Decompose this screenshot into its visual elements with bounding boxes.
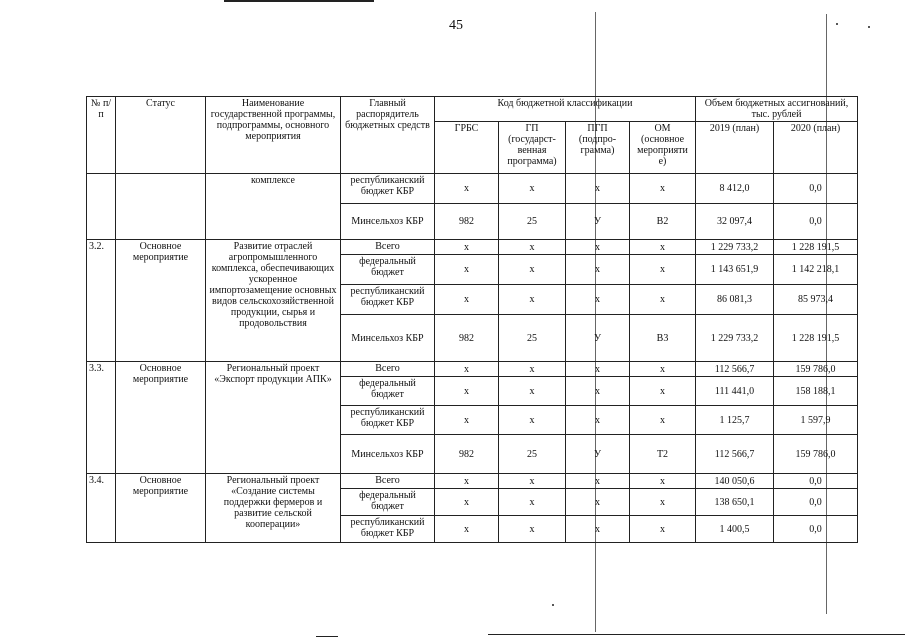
cell-manager: Всего [341, 240, 435, 255]
cell-2020: 159 786,0 [774, 362, 858, 377]
cell-2019: 138 650,1 [696, 489, 774, 516]
cell-2020: 1 228 191,5 [774, 315, 858, 362]
header-status: Статус [116, 97, 206, 174]
cell-num: 3.2. [87, 240, 116, 362]
cell-num [87, 174, 116, 240]
cell-2020: 0,0 [774, 204, 858, 240]
cell-om: x [630, 489, 696, 516]
cell-manager: республиканский бюджет КБР [341, 406, 435, 435]
cell-2019: 1 229 733,2 [696, 315, 774, 362]
header-code-group: Код бюджетной классификации [435, 97, 696, 122]
cell-manager: федеральный бюджет [341, 255, 435, 285]
cell-om: x [630, 474, 696, 489]
cell-2019: 112 566,7 [696, 435, 774, 474]
cell-om: x [630, 174, 696, 204]
cell-manager: Минсельхоз КБР [341, 204, 435, 240]
cell-gp: x [499, 406, 566, 435]
cell-manager: республиканский бюджет КБР [341, 174, 435, 204]
table-row [87, 362, 858, 377]
cell-pgp: У [566, 204, 630, 240]
cell-pgp: У [566, 435, 630, 474]
cell-om: x [630, 255, 696, 285]
cell-gp: x [499, 174, 566, 204]
cell-manager: Всего [341, 362, 435, 377]
header-2020: 2020 (план) [774, 122, 858, 174]
scan-line-bottom-small [316, 636, 338, 637]
cell-grbs: x [435, 255, 499, 285]
header-pgp: ПГП (подпро-грамма) [566, 122, 630, 174]
cell-manager: Минсельхоз КБР [341, 435, 435, 474]
cell-2020: 85 973,4 [774, 285, 858, 315]
cell-manager: Всего [341, 474, 435, 489]
cell-gp: x [499, 516, 566, 543]
cell-num: 3.4. [87, 474, 116, 543]
cell-grbs: x [435, 285, 499, 315]
cell-gp: x [499, 489, 566, 516]
cell-name: Региональный проект «Экспорт продукции АПК» [206, 362, 341, 474]
cell-grbs: x [435, 474, 499, 489]
cell-grbs: x [435, 489, 499, 516]
cell-2020: 0,0 [774, 474, 858, 489]
header-om: ОМ (основное мероприяти е) [630, 122, 696, 174]
cell-2020: 1 597,9 [774, 406, 858, 435]
cell-2019: 1 125,7 [696, 406, 774, 435]
cell-2020: 159 786,0 [774, 435, 858, 474]
cell-gp: 25 [499, 204, 566, 240]
header-manager: Главный распорядитель бюджетных средств [341, 97, 435, 174]
table-row [87, 174, 858, 204]
cell-gp: 25 [499, 435, 566, 474]
cell-status: Основное мероприятие [116, 240, 206, 362]
cell-om: В3 [630, 315, 696, 362]
cell-pgp: x [566, 362, 630, 377]
cell-om: x [630, 377, 696, 406]
cell-2020: 0,0 [774, 489, 858, 516]
page-number: 45 [449, 18, 463, 33]
cell-2020: 0,0 [774, 174, 858, 204]
header-gp: ГП (государст-венная программа) [499, 122, 566, 174]
cell-name: Региональный проект «Создание системы поддержки фермеров и развитие сельской кооперации» [206, 474, 341, 543]
scan-line-bottom [488, 634, 905, 635]
cell-manager: федеральный бюджет [341, 489, 435, 516]
cell-name: Развитие отраслей агропромышленного комплекса, обеспечивающих ускоренное импортозамещение основных видов сельскохозяйственной продукции, сырья и продовольствия [206, 240, 341, 362]
cell-grbs: x [435, 174, 499, 204]
cell-manager: республиканский бюджет КБР [341, 516, 435, 543]
cell-2019: 1 143 651,9 [696, 255, 774, 285]
table-row [87, 474, 858, 489]
cell-2020: 1 228 191,5 [774, 240, 858, 255]
cell-gp: x [499, 474, 566, 489]
cell-2020: 0,0 [774, 516, 858, 543]
cell-grbs: 982 [435, 315, 499, 362]
scan-dot-3 [552, 604, 554, 606]
cell-status: Основное мероприятие [116, 474, 206, 543]
cell-manager: Минсельхоз КБР [341, 315, 435, 362]
cell-pgp: x [566, 474, 630, 489]
cell-2020: 158 188,1 [774, 377, 858, 406]
cell-2019: 1 400,5 [696, 516, 774, 543]
cell-status: Основное мероприятие [116, 362, 206, 474]
cell-gp: x [499, 255, 566, 285]
cell-num: 3.3. [87, 362, 116, 474]
cell-2019: 140 050,6 [696, 474, 774, 489]
cell-gp: x [499, 240, 566, 255]
cell-status [116, 174, 206, 240]
cell-2020: 1 142 218,1 [774, 255, 858, 285]
cell-2019: 86 081,3 [696, 285, 774, 315]
cell-grbs: 982 [435, 204, 499, 240]
scan-line-top [224, 0, 374, 2]
cell-pgp: x [566, 255, 630, 285]
header-grbs: ГРБС [435, 122, 499, 174]
header-name: Наименование государственной программы, подпрограммы, основного мероприятия [206, 97, 341, 174]
cell-pgp: x [566, 240, 630, 255]
cell-pgp: x [566, 377, 630, 406]
cell-grbs: x [435, 377, 499, 406]
cell-om: x [630, 406, 696, 435]
cell-manager: республиканский бюджет КБР [341, 285, 435, 315]
cell-pgp: У [566, 315, 630, 362]
cell-gp: x [499, 377, 566, 406]
header-volume-group: Объем бюджетных ассигнований, тыс. рублей [696, 97, 858, 122]
cell-name: комплексе [206, 174, 341, 240]
header-2019: 2019 (план) [696, 122, 774, 174]
cell-om: x [630, 362, 696, 377]
cell-2019: 1 229 733,2 [696, 240, 774, 255]
cell-gp: x [499, 285, 566, 315]
cell-grbs: x [435, 516, 499, 543]
cell-pgp: x [566, 489, 630, 516]
cell-gp: 25 [499, 315, 566, 362]
cell-2019: 8 412,0 [696, 174, 774, 204]
cell-om: Т2 [630, 435, 696, 474]
cell-pgp: x [566, 174, 630, 204]
cell-pgp: x [566, 406, 630, 435]
table-row [87, 240, 858, 255]
cell-pgp: x [566, 285, 630, 315]
cell-gp: x [499, 362, 566, 377]
cell-om: x [630, 240, 696, 255]
cell-om: x [630, 285, 696, 315]
cell-2019: 111 441,0 [696, 377, 774, 406]
cell-grbs: x [435, 362, 499, 377]
budget-table [86, 96, 858, 543]
header-num: № п/п [87, 97, 116, 174]
cell-grbs: x [435, 240, 499, 255]
cell-2019: 32 097,4 [696, 204, 774, 240]
cell-pgp: x [566, 516, 630, 543]
cell-om: x [630, 516, 696, 543]
cell-grbs: 982 [435, 435, 499, 474]
cell-2019: 112 566,7 [696, 362, 774, 377]
scan-dot-2 [868, 26, 870, 28]
scan-dot-1 [836, 23, 838, 25]
cell-om: В2 [630, 204, 696, 240]
cell-manager: федеральный бюджет [341, 377, 435, 406]
cell-grbs: x [435, 406, 499, 435]
